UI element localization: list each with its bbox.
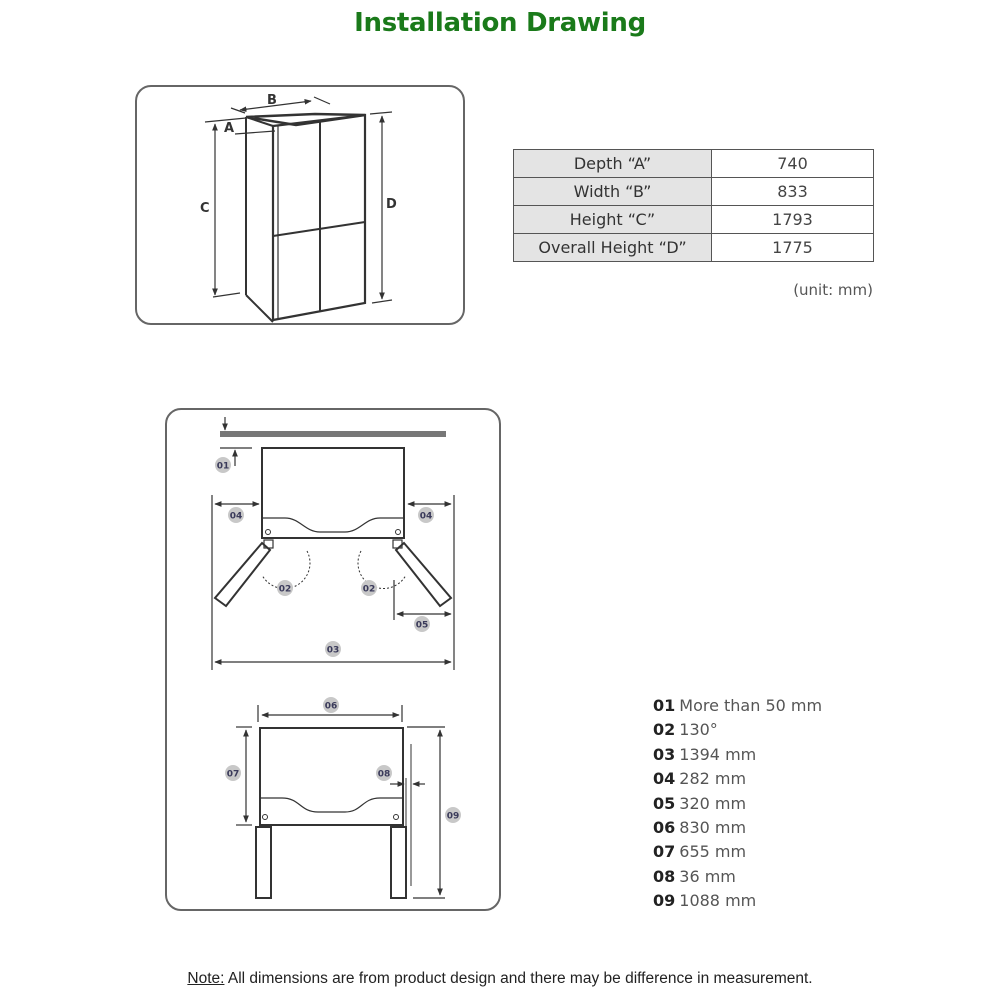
left-door-front xyxy=(256,827,271,898)
dimension-value: 740 xyxy=(712,150,874,178)
badge-04-left xyxy=(228,507,244,523)
legend-item: 02 130° xyxy=(653,720,718,740)
fridge-top-view xyxy=(215,448,451,606)
dim-label-a: A xyxy=(224,121,235,136)
dimension-label: Width “B” xyxy=(514,178,712,206)
badge-09 xyxy=(445,807,461,823)
wall xyxy=(220,431,446,437)
fridge-front-view xyxy=(256,728,411,898)
legend-item: 07 655 mm xyxy=(653,842,747,862)
legend-item: 06 830 mm xyxy=(653,818,747,838)
legend-item: 09 1088 mm xyxy=(653,891,757,911)
badge-02-right xyxy=(361,580,377,596)
svg-text:09: 09 xyxy=(446,811,460,822)
badge-03 xyxy=(325,641,341,657)
dim-label-c: C xyxy=(200,201,210,216)
page-title: Installation Drawing xyxy=(354,8,646,38)
badge-08 xyxy=(376,765,392,781)
dimension-label: Height “C” xyxy=(514,206,712,234)
svg-text:04: 04 xyxy=(229,511,243,522)
svg-text:06: 06 xyxy=(324,701,338,712)
dimension-value: 833 xyxy=(712,178,874,206)
legend-item: 01 More than 50 mm xyxy=(653,696,823,715)
legend-item: 04 282 mm xyxy=(653,769,747,789)
note-text: All dimensions are from product design and there may be difference in measurement. xyxy=(224,970,813,987)
footer-note xyxy=(0,970,1000,988)
badge-05 xyxy=(414,616,430,632)
svg-text:03: 03 xyxy=(326,645,340,656)
dimension-label: Overall Height “D” xyxy=(514,234,712,262)
dimension-label: Depth “A” xyxy=(514,150,712,178)
badge-01 xyxy=(215,457,231,473)
dim-label-d: D xyxy=(386,197,397,212)
dimension-value: 1775 xyxy=(712,234,874,262)
badge-04-right xyxy=(418,507,434,523)
left-door-open xyxy=(215,543,270,606)
svg-text:02: 02 xyxy=(362,584,376,595)
right-door-open xyxy=(396,543,451,606)
dimension-value: 1793 xyxy=(712,206,874,234)
clearance-legend xyxy=(653,694,822,914)
svg-text:05: 05 xyxy=(415,620,429,631)
svg-text:01: 01 xyxy=(216,461,230,472)
legend-item: 05 320 mm xyxy=(653,793,747,813)
svg-text:04: 04 xyxy=(419,511,433,522)
svg-text:07: 07 xyxy=(226,769,240,780)
note-prefix: Note: xyxy=(187,970,225,987)
svg-text:08: 08 xyxy=(377,769,391,780)
legend-item: 08 36 mm xyxy=(653,866,736,886)
legend-item: 03 1394 mm xyxy=(653,744,757,764)
badge-02-left xyxy=(277,580,293,596)
badge-06 xyxy=(323,697,339,713)
svg-text:02: 02 xyxy=(278,584,292,595)
right-door-front xyxy=(391,827,406,898)
dim-label-b: B xyxy=(267,93,277,108)
unit-note: (unit: mm) xyxy=(793,281,873,299)
badge-07 xyxy=(225,765,241,781)
